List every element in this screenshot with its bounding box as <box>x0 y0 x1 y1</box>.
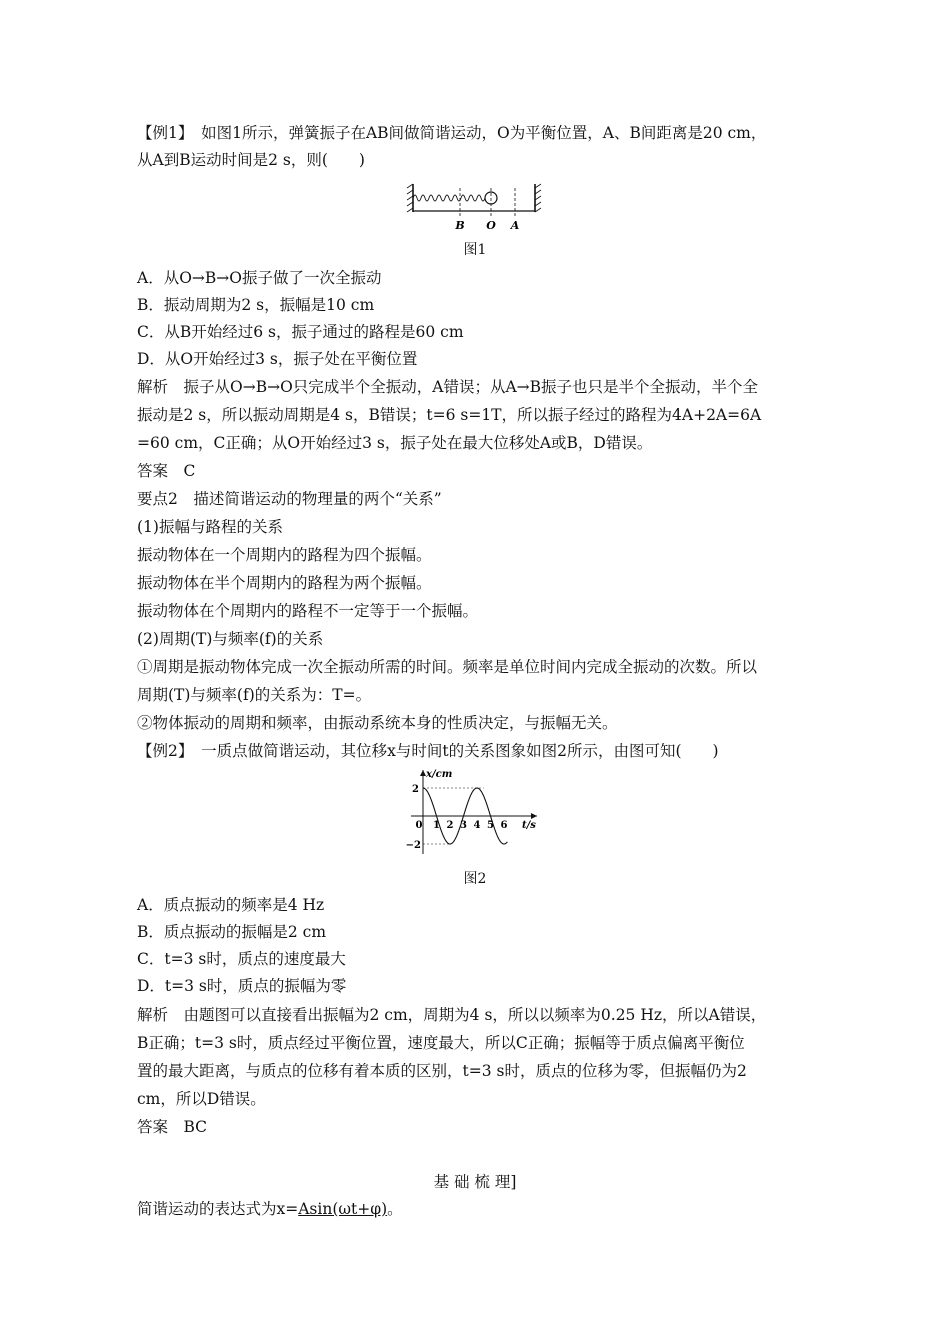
chart-labels <box>406 769 537 851</box>
key-point2-sub2: (2)周期(T)与频率(f)的关系 <box>137 630 324 648</box>
example2-analysis-line4: cm，所以D错误。 <box>137 1090 266 1108</box>
example2-analysis-line1: 解析 由题图可以直接看出振幅为2 cm，周期为4 s，所以以频率为0.25 Hz，所以A错误， <box>137 1006 767 1024</box>
key-point2-sub1-line2: 振动物体在半个周期内的路程为两个振幅。 <box>137 574 432 592</box>
example2-question: 【例2】 一质点做简谐运动，其位移x与时间t的关系图象如图2所示，由图可知( ) <box>137 742 719 760</box>
y-axis-label: x/cm <box>426 769 453 780</box>
x-tick-label: 6 <box>500 820 508 831</box>
basics-text-suffix: 。 <box>387 1200 403 1218</box>
x-axis-arrow <box>531 813 537 819</box>
key-point2-sub1-line1: 振动物体在一个周期内的路程为四个振幅。 <box>137 546 432 564</box>
chart-axes <box>411 770 537 854</box>
example2-option-a: A．质点振动的频率是4 Hz <box>137 896 325 914</box>
example1-analysis-line2: 振动是2 s，所以振动周期是4 s，B错误；t=6 s=1T，所以振子经过的路程为4A+2A=6A <box>137 406 762 424</box>
example1-option-b: B．振动周期为2 s，振幅是10 cm <box>137 296 375 314</box>
key-point2-sub2-line1: ①周期是振动物体完成一次全振动所需的时间。频率是单位时间内完成全振动的次数。所以 <box>137 658 758 676</box>
label-o: O <box>486 219 496 232</box>
x-tick-label: 4 <box>473 820 481 831</box>
key-point2-sub1: (1)振幅与路程的关系 <box>137 518 283 536</box>
label-a: A <box>510 219 520 232</box>
x-tick-label: 5 <box>487 820 494 831</box>
y-tick-label: 2 <box>412 784 419 795</box>
key-point2-sub2-line3: ②物体振动的周期和频率，由振动系统本身的性质决定，与振幅无关。 <box>137 714 618 732</box>
spring-oscillator-figure <box>405 178 545 234</box>
figure2-caption: 图2 <box>463 871 487 887</box>
key-point2-sub1-line3: 振动物体在个周期内的路程不一定等于一个振幅。 <box>137 602 479 620</box>
section-basics-title: 基 础 梳 理] <box>433 1173 517 1191</box>
figure1-caption: 图1 <box>463 242 487 258</box>
x-axis-label: t/s <box>522 820 536 831</box>
basics-formula: Asin(ωt+φ) <box>298 1200 388 1218</box>
example1-option-a: A．从O→B→O振子做了一次全振动 <box>137 269 382 287</box>
x-tick-label: 3 <box>460 820 467 831</box>
example1-question-line1: 【例1】 如图1所示，弹簧振子在AB间做简谐运动，O为平衡位置，A、B间距离是20 cm， <box>137 124 767 142</box>
label-b: B <box>455 219 465 232</box>
x-tick-label: 2 <box>446 820 454 831</box>
section-basics-text <box>137 1196 403 1222</box>
example2-option-b: B．质点振动的振幅是2 cm <box>137 923 327 941</box>
example1-option-d: D．从O开始经过3 s，振子处在平衡位置 <box>137 350 418 368</box>
x-tick-label: 0 <box>415 820 423 831</box>
example1-analysis-line3: =60 cm，C正确；从O开始经过3 s，振子处在最大位移处A或B，D错误。 <box>137 434 653 452</box>
example2-option-d: D．t=3 s时，质点的振幅为零 <box>137 977 347 995</box>
key-point2-title: 要点2 描述简谐运动的物理量的两个“关系” <box>137 490 442 508</box>
key-point2-sub2-line2: 周期(T)与频率(f)的关系为：T=。 <box>137 686 372 704</box>
x-tick-label: 1 <box>433 820 440 831</box>
basics-text-prefix: 简谐运动的表达式为x= <box>137 1200 299 1218</box>
y-tick-label: −2 <box>405 840 421 851</box>
example2-analysis-line2: B正确；t=3 s时，质点经过平衡位置，速度最大，所以C正确；振幅等于质点偏离平衡位 <box>137 1034 745 1052</box>
example1-analysis-line1: 解析 振子从O→B→O只完成半个全振动，A错误；从A→B振子也只是半个全振动，半个全 <box>137 378 759 396</box>
example1-answer: 答案 C <box>137 462 196 480</box>
example2-analysis-line3: 置的最大距离，与质点的位移有着本质的区别，t=3 s时，质点的位移为零，但振幅仍为2 <box>137 1062 747 1080</box>
example1-option-c: C．从B开始经过6 s，振子通过的路程是60 cm <box>137 323 464 341</box>
displacement-time-graph <box>405 766 545 858</box>
example2-option-c: C．t=3 s时，质点的速度最大 <box>137 950 346 968</box>
example2-answer: 答案 BC <box>137 1118 208 1136</box>
example1-question-line2: 从A到B运动时间是2 s，则( ) <box>137 151 365 169</box>
